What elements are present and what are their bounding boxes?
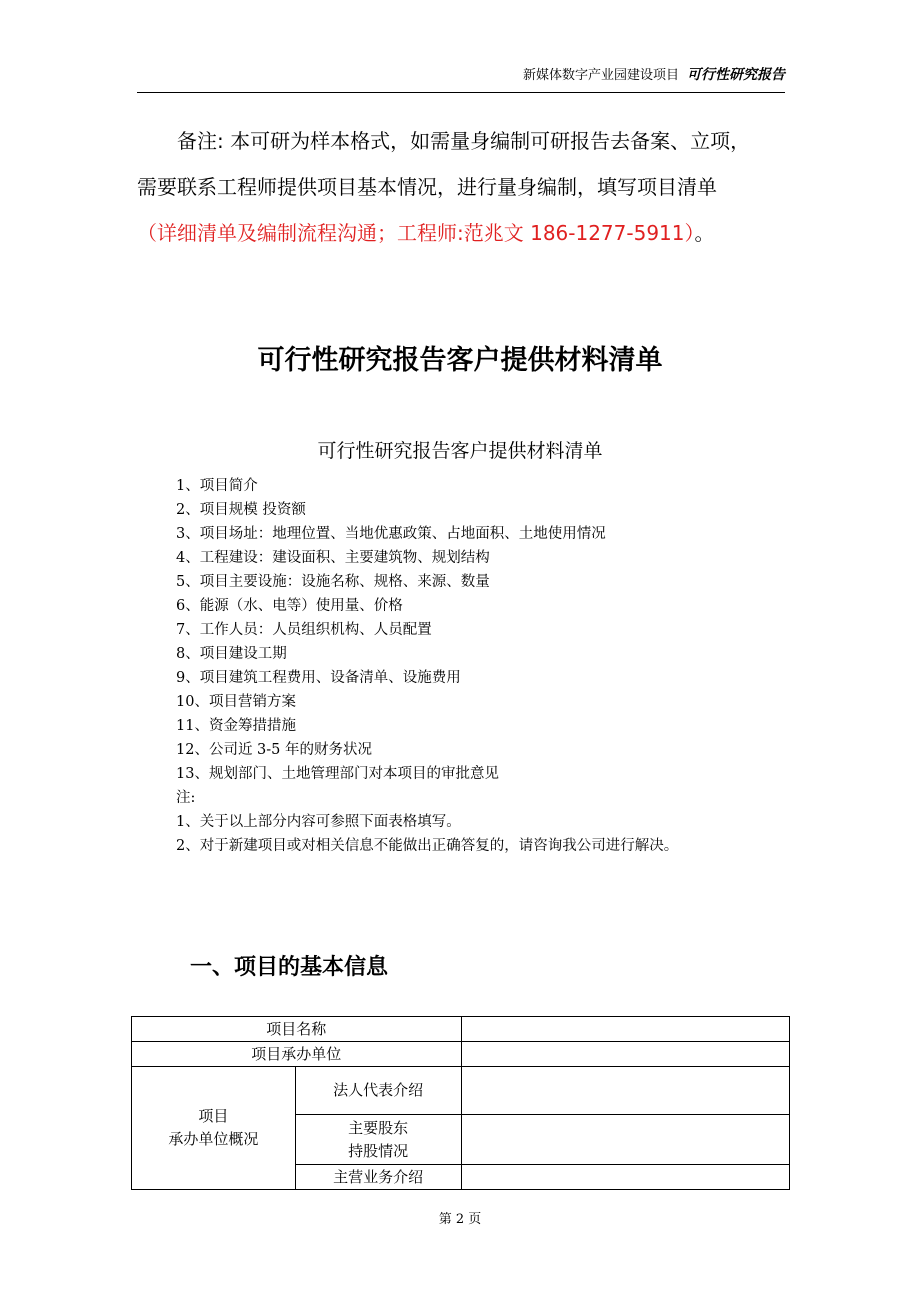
label-project-name: 项目名称: [132, 1017, 462, 1042]
page-header: [137, 62, 785, 93]
list-item: 1、项目简介: [176, 478, 258, 494]
list-item: 13、规划部门、土地管理部门对本项目的审批意见: [176, 766, 499, 782]
table-row: [132, 1067, 790, 1115]
remark-line-3-end: 。: [694, 221, 715, 245]
remark-line-1: 备注: 本可研为样本格式，如需量身编制可研报告去备案、立项，: [177, 129, 751, 153]
value-shareholders: [461, 1115, 790, 1165]
list-item: 3、项目场址：地理位置、当地优惠政策、占地面积、土地使用情况: [176, 526, 606, 542]
label-business: 主营业务介绍: [295, 1165, 461, 1190]
label-undertaker-overview: [132, 1067, 296, 1190]
list-item: 7、工作人员：人员组织机构、人员配置: [176, 622, 432, 638]
label-legal-rep: 法人代表介绍: [295, 1067, 461, 1115]
materials-list: [176, 474, 678, 858]
remark-contact-info: （详细清单及编制流程沟通；工程师:范兆文 186-1277-5911）: [137, 221, 695, 245]
project-info-table: [131, 1016, 790, 1190]
value-undertaker: [461, 1042, 790, 1067]
list-item: 2、项目规模 投资额: [176, 502, 306, 518]
header-project-name: 新媒体数字产业园建设项目: [522, 68, 679, 83]
list-item: 12、公司近 3-5 年的财务状况: [176, 742, 373, 758]
note-item: 2、对于新建项目或对相关信息不能做出正确答复的，请咨询我公司进行解决。: [176, 838, 679, 854]
shareholders-line-2: 持股情况: [348, 1141, 409, 1160]
list-item: 8、项目建设工期: [176, 646, 287, 662]
label-shareholders: [295, 1115, 461, 1165]
group-label-line-1: 项目: [198, 1107, 229, 1125]
value-project-name: [461, 1017, 790, 1042]
table-row: [132, 1017, 790, 1042]
list-item: 9、项目建筑工程费用、设备清单、设施费用: [176, 670, 461, 686]
section-heading: 一、项目的基本信息: [190, 955, 389, 980]
page-title: 可行性研究报告客户提供材料清单: [257, 345, 663, 376]
page-number: 第 2 页: [438, 1212, 482, 1227]
list-item: 6、能源（水、电等）使用量、价格: [176, 598, 403, 614]
list-item: 10、项目营销方案: [176, 694, 296, 710]
list-item: 4、工程建设：建设面积、主要建筑物、规划结构: [176, 550, 490, 566]
label-undertaker: 项目承办单位: [132, 1042, 462, 1067]
note-item: 1、关于以上部分内容可参照下面表格填写。: [176, 814, 461, 830]
list-item: 5、项目主要设施：设施名称、规格、来源、数量: [176, 574, 490, 590]
remark-note: [137, 118, 787, 256]
notes-label: 注:: [176, 790, 196, 806]
table-row: [132, 1042, 790, 1067]
remark-line-3: [137, 210, 787, 256]
list-item: 11、资金筹措措施: [176, 718, 296, 734]
value-legal-rep: [461, 1067, 790, 1115]
list-title: 可行性研究报告客户提供材料清单: [317, 440, 603, 462]
group-label-line-2: 承办单位概况: [168, 1130, 259, 1148]
shareholders-line-1: 主要股东: [348, 1118, 409, 1137]
header-doc-title: 可行性研究报告: [687, 67, 785, 83]
value-business: [461, 1165, 790, 1190]
remark-line-2: 需要联系工程师提供项目基本情况，进行量身编制，填写项目清单: [137, 175, 717, 199]
